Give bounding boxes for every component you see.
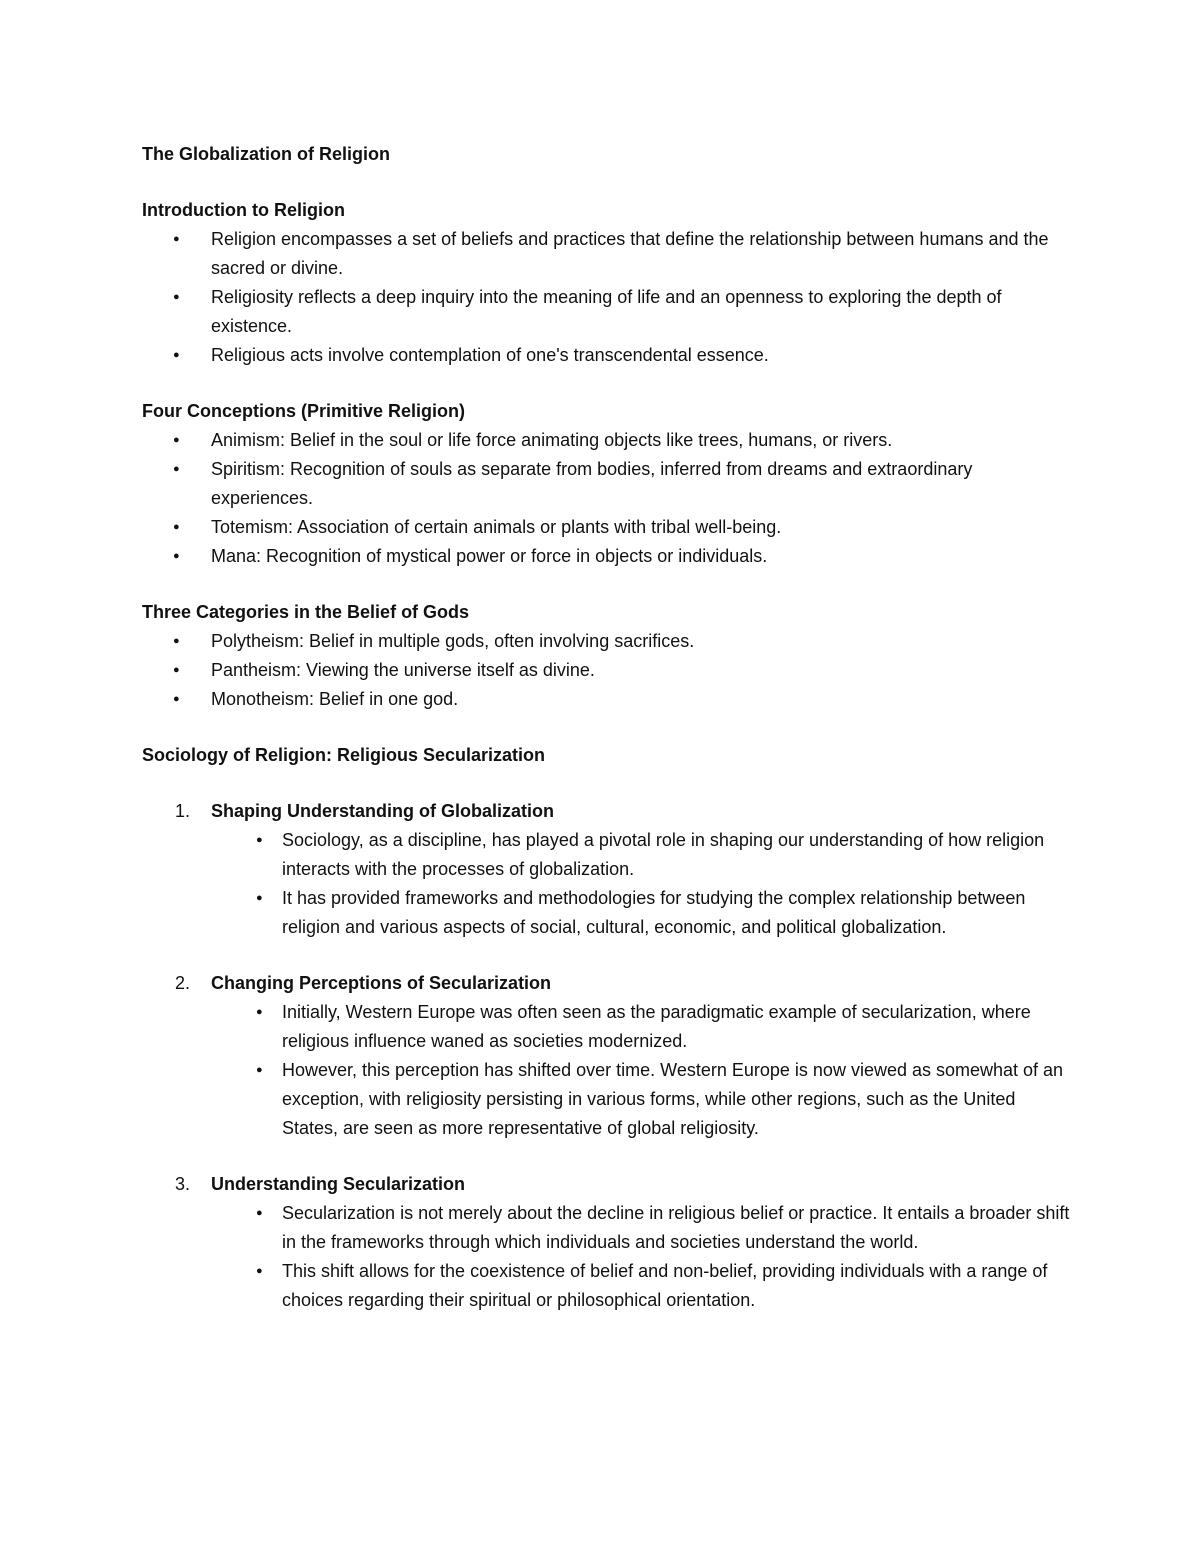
bullet-list (142, 225, 1072, 370)
list-number: 1. (175, 801, 191, 821)
section-heading: Sociology of Religion: Religious Secularization (142, 745, 546, 765)
numbered-heading: Understanding Secularization (211, 1174, 466, 1194)
sub-bullet-item: ● Secularization is not merely about the decline in religious belief or practice. It entails a broader shift in the frameworks through which individuals and societies understand the world. (142, 1199, 1072, 1257)
numbered-heading: Shaping Understanding of Globalization (211, 801, 554, 821)
bullet-item: ● Pantheism: Viewing the universe itself as divine. (142, 656, 1072, 685)
bullet-item: ● Religious acts involve contemplation of one's transcendental essence. (142, 341, 1072, 370)
section-heading: Four Conceptions (Primitive Religion) (142, 401, 466, 421)
section-introduction (142, 196, 1072, 370)
bullet-list (142, 627, 1072, 714)
sub-bullet-item: ● This shift allows for the coexistence of belief and non-belief, providing individuals with a range of choices regarding their spiritual or philosophical orientation. (142, 1257, 1072, 1315)
section-belief-of-gods (142, 598, 1072, 714)
section-four-conceptions (142, 397, 1072, 571)
list-number: 3. (175, 1174, 191, 1194)
sub-bullet-item: ● However, this perception has shifted over time. Western Europe is now viewed as somewhat of an exception, with religiosity persisting in various forms, while other regions, such as the United States, are seen as more representative of global religiosity. (142, 1056, 1072, 1143)
sub-bullet-list (142, 1199, 1072, 1315)
sub-bullet-item: ● Initially, Western Europe was often seen as the paradigmatic example of secularization, where religious influence waned as societies modernized. (142, 998, 1072, 1056)
numbered-heading-row (142, 797, 1072, 826)
bullet-item: ● Animism: Belief in the soul or life force animating objects like trees, humans, or rivers. (142, 426, 1072, 455)
numbered-heading-row (142, 969, 1072, 998)
numbered-item (142, 1170, 1072, 1315)
section-heading: Introduction to Religion (142, 200, 345, 220)
document-body (142, 140, 1072, 1342)
sub-bullet-item: ● Sociology, as a discipline, has played a pivotal role in shaping our understanding of how religion interacts with the processes of globalization. (142, 826, 1072, 884)
numbered-heading: Changing Perceptions of Secularization (211, 973, 552, 993)
bullet-item: ● Totemism: Association of certain animals or plants with tribal well-being. (142, 513, 1072, 542)
numbered-list (142, 797, 1072, 1315)
bullet-item: ● Monotheism: Belief in one god. (142, 685, 1072, 714)
section-heading: Three Categories in the Belief of Gods (142, 602, 470, 622)
bullet-list (142, 426, 1072, 571)
document-title: The Globalization of Religion (142, 144, 390, 164)
section-sociology (142, 741, 1072, 1315)
bullet-item: ● Spiritism: Recognition of souls as separate from bodies, inferred from dreams and extraordinary experiences. (142, 455, 1072, 513)
sub-bullet-list (142, 826, 1072, 942)
bullet-item: ● Religion encompasses a set of beliefs and practices that define the relationship between humans and the sacred or divine. (142, 225, 1072, 283)
list-number: 2. (175, 973, 191, 993)
sub-bullet-item: ● It has provided frameworks and methodologies for studying the complex relationship between religion and various aspects of social, cultural, economic, and political globalization. (142, 884, 1072, 942)
sub-bullet-list (142, 998, 1072, 1143)
numbered-heading-row (142, 1170, 1072, 1199)
bullet-item: ● Mana: Recognition of mystical power or force in objects or individuals. (142, 542, 1072, 571)
bullet-item: ● Polytheism: Belief in multiple gods, often involving sacrifices. (142, 627, 1072, 656)
numbered-item (142, 797, 1072, 942)
numbered-item (142, 969, 1072, 1143)
bullet-item: ● Religiosity reflects a deep inquiry into the meaning of life and an openness to exploring the depth of existence. (142, 283, 1072, 341)
